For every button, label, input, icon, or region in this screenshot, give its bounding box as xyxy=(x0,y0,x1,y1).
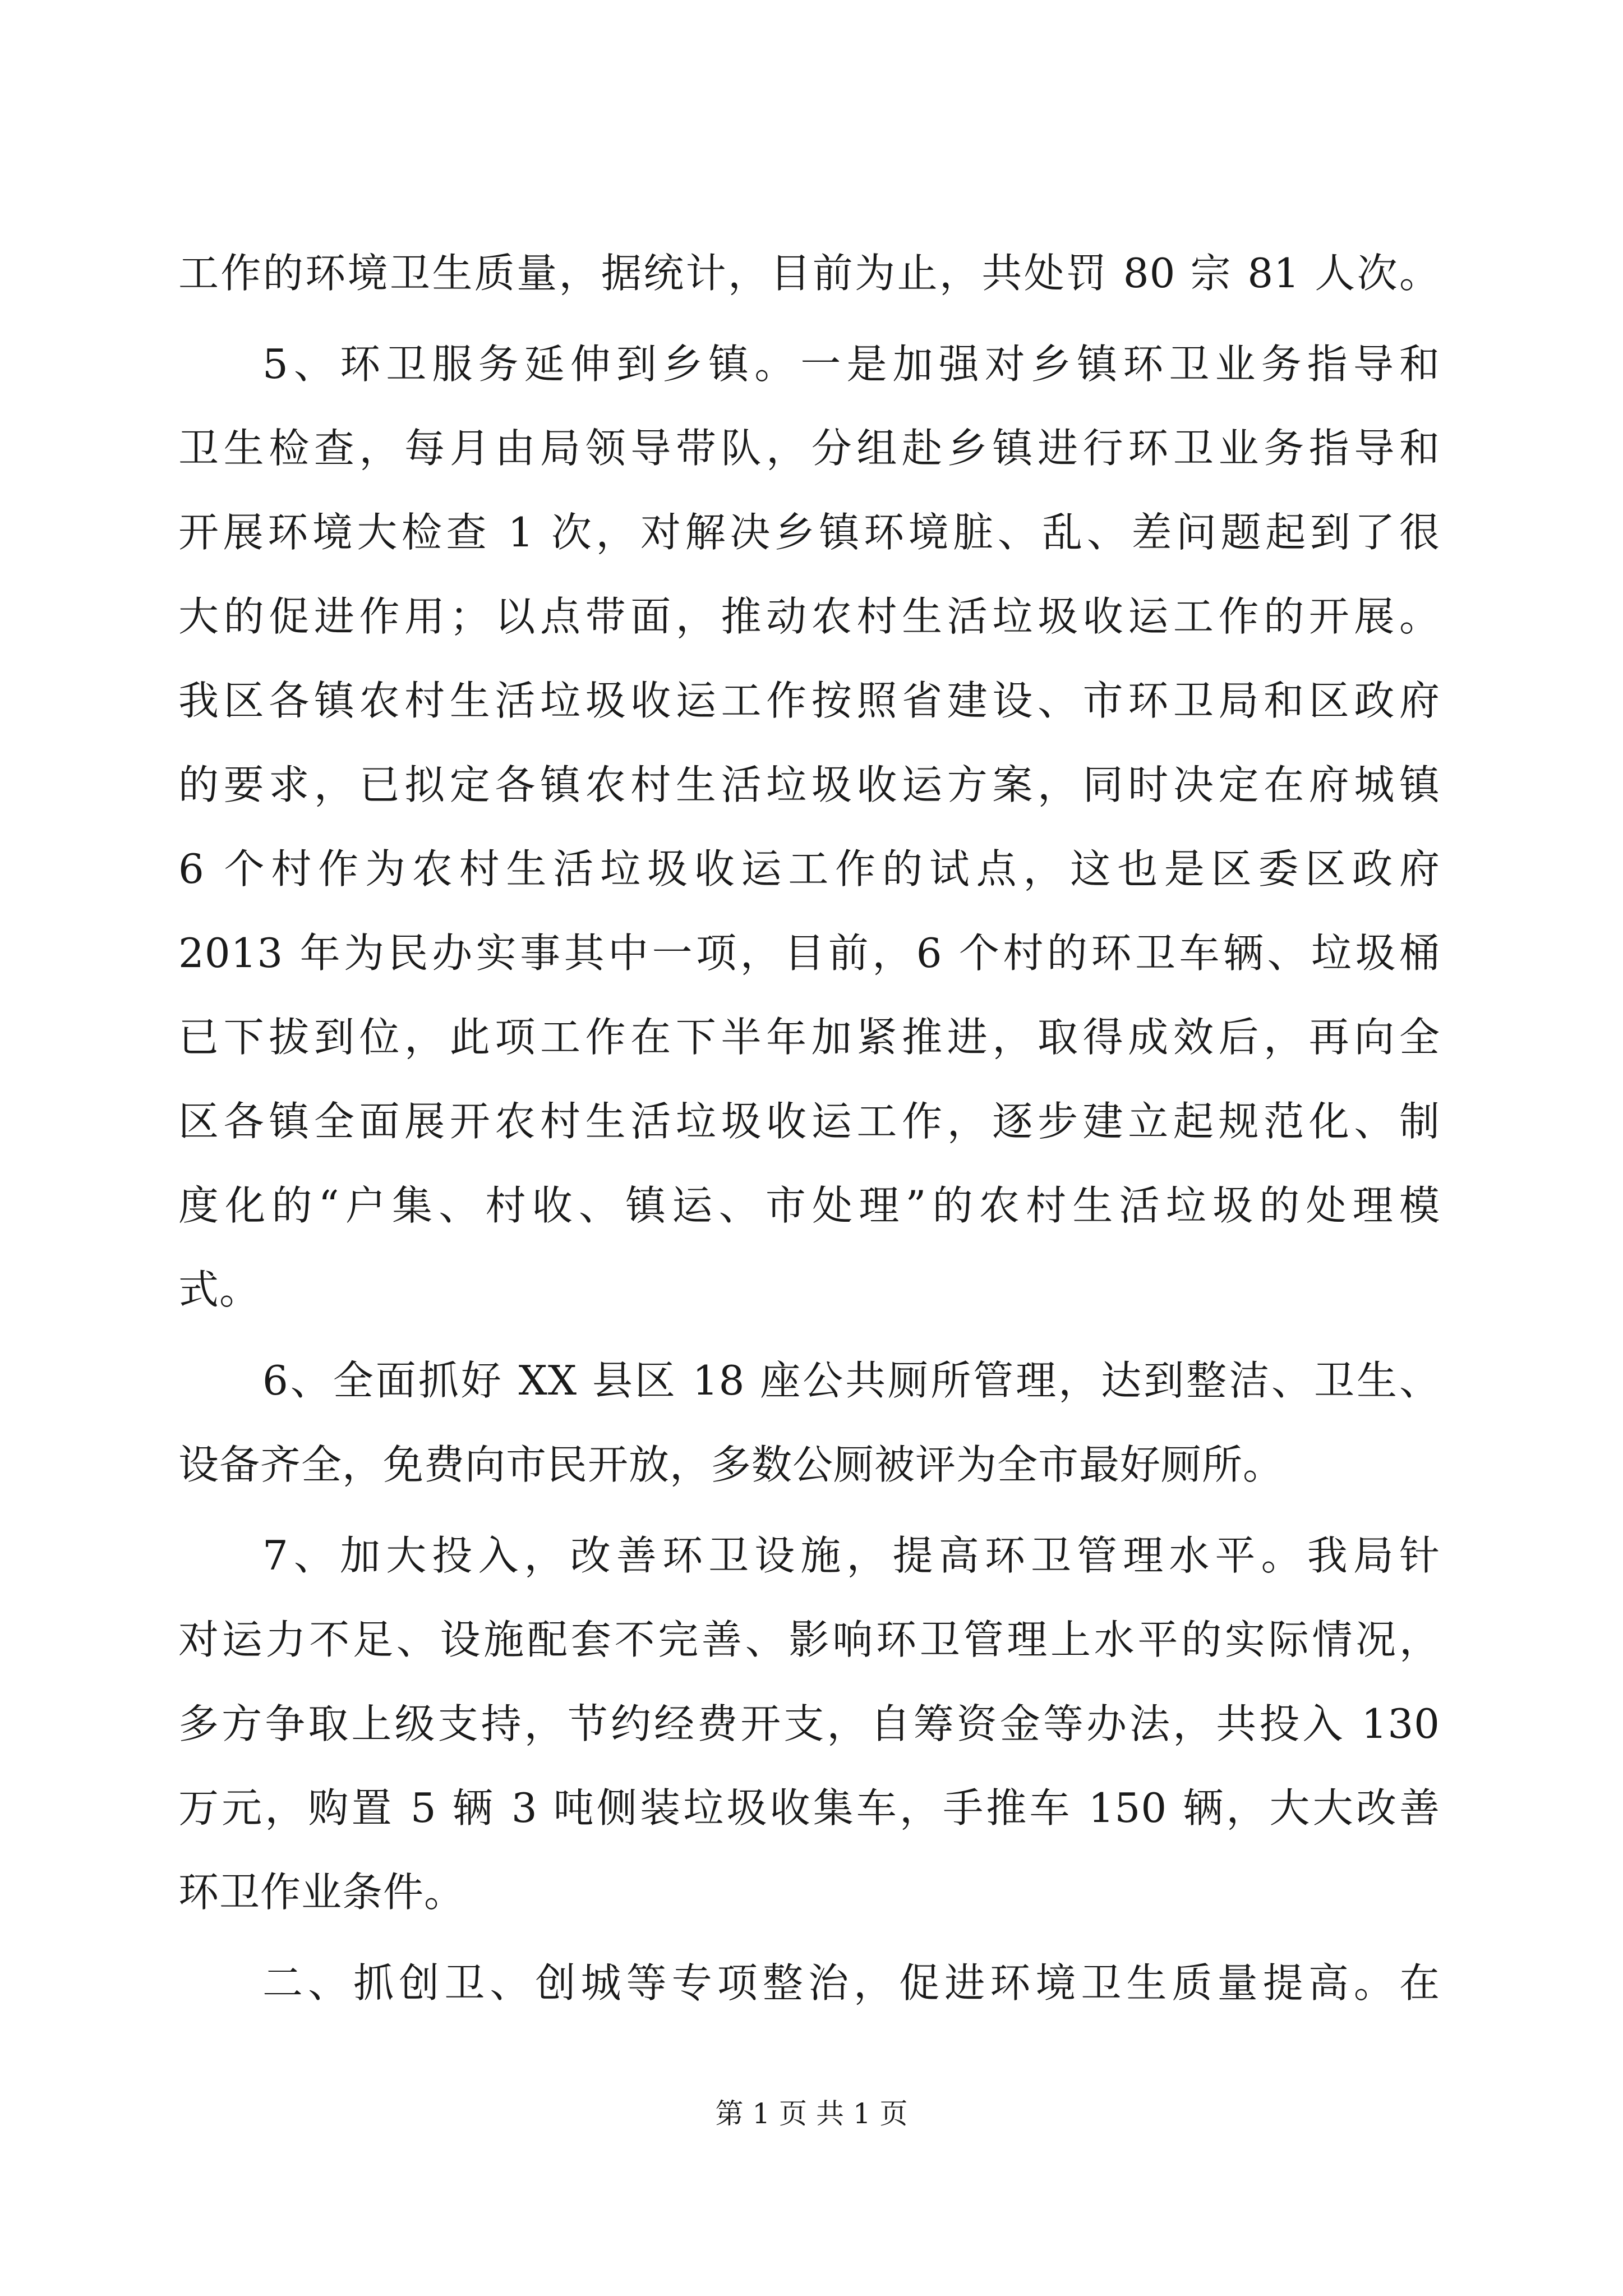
page-footer: 第 1 页 共 1 页 xyxy=(715,2097,908,2130)
text-line: 卫生检查，每月由局领导带队，分组赴乡镇进行环卫业务指导和 xyxy=(178,425,1440,472)
text-line: 度化的“户集、村收、镇运、市处理”的农村生活垃圾的处理模 xyxy=(178,1182,1440,1229)
text-line: 式。 xyxy=(178,1266,261,1313)
text-line: 2013 年为民办实事其中一项，目前，6 个村的环卫车辆、垃圾桶 xyxy=(178,930,1440,977)
text-line: 工作的环境卫生质量，据统计，目前为止，共处罚 80 宗 81 人次。 xyxy=(178,250,1440,297)
text-line: 对运力不足、设施配套不完善、影响环卫管理上水平的实际情况， xyxy=(178,1616,1440,1663)
text-line: 的要求，已拟定各镇农村生活垃圾收运方案，同时决定在府城镇 xyxy=(178,761,1440,808)
text-line: 已下拔到位，此项工作在下半年加紧推进，取得成效后，再向全 xyxy=(178,1014,1440,1061)
text-line: 开展环境大检查 1 次，对解决乡镇环境脏、乱、差问题起到了很 xyxy=(178,509,1440,556)
text-line: 多方争取上级支持，节约经费开支，自筹资金等办法，共投入 130 xyxy=(178,1700,1440,1747)
text-line: 环卫作业条件。 xyxy=(178,1869,465,1916)
document-body xyxy=(178,231,1440,2025)
text-line: 二、抓创卫、创城等专项整治，促进环境卫生质量提高。在 xyxy=(262,1959,1440,2007)
text-line: 7、加大投入，改善环卫设施，提高环卫管理水平。我局针 xyxy=(262,1532,1440,1579)
text-line: 万元，购置 5 辆 3 吨侧装垃圾收集车，手推车 150 辆，大大改善 xyxy=(178,1784,1440,1832)
text-line: 大的促进作用；以点带面，推动农村生活垃圾收运工作的开展。 xyxy=(178,593,1440,640)
text-line: 我区各镇农村生活垃圾收运工作按照省建设、市环卫局和区政府 xyxy=(178,677,1440,724)
text-line: 区各镇全面展开农村生活垃圾收运工作，逐步建立起规范化、制 xyxy=(178,1098,1440,1145)
text-line: 6、全面抓好 XX 县区 18 座公共厕所管理，达到整洁、卫生、 xyxy=(262,1357,1440,1404)
text-line: 5、环卫服务延伸到乡镇。一是加强对乡镇环卫业务指导和 xyxy=(262,341,1440,388)
text-line: 设备齐全，免费向市民开放，多数公厕被评为全市最好厕所。 xyxy=(178,1441,1284,1488)
text-line: 6 个村作为农村生活垃圾收运工作的试点，这也是区委区政府 xyxy=(178,845,1440,892)
